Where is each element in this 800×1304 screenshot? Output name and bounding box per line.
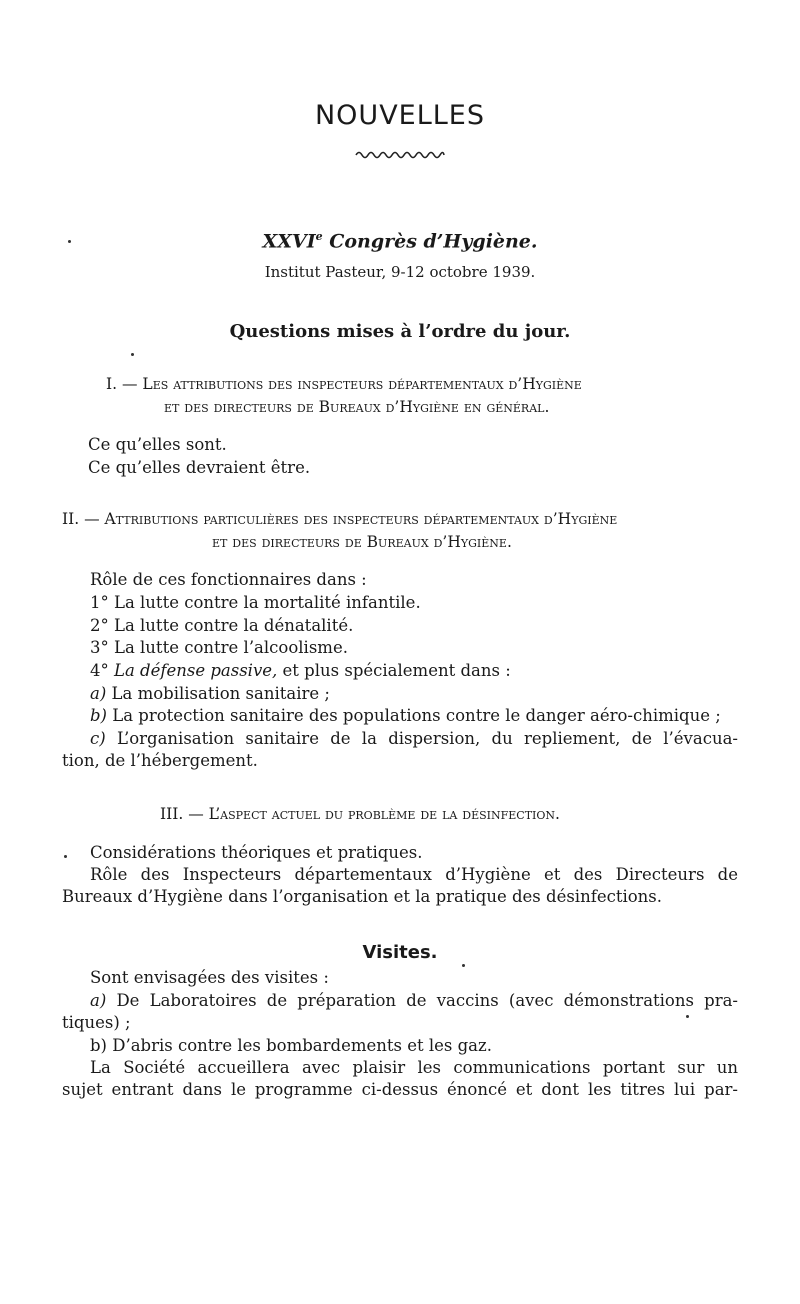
scan-speck — [64, 855, 67, 858]
section-1-item: Ce qu’elles sont. — [88, 435, 227, 454]
section-1-heading-cont: et des directeurs de Bureaux d’Hygiène en général. — [164, 398, 550, 416]
scan-speck — [131, 353, 134, 356]
section-1-item: Ce qu’elles devraient être. — [88, 458, 311, 477]
visits-item-b: b) D’abris contre les bombardements et les gaz. — [90, 1036, 492, 1055]
congress-title: XXVIe Congrès d’Hygiène. — [262, 230, 538, 253]
section-2-sub-b: b) La protection sanitaire des populations contre le danger aéro-chimique ; — [90, 706, 721, 725]
visits-closing: La Société accueillera avec plaisir les communications portant sur un — [90, 1058, 738, 1077]
congress-venue: Institut Pasteur, 9-12 octobre 1939. — [264, 263, 536, 281]
scan-speck — [462, 964, 465, 967]
visits-intro: Sont envisagées des visites : — [90, 968, 329, 987]
visits-item-a: a) De Laboratoires de préparation de vaccins (avec démonstrations pra- — [90, 991, 738, 1010]
section-2-sub-c-cont: tion, de l’hébergement. — [62, 751, 258, 770]
section-2-heading-cont: et des directeurs de Bureaux d’Hygiène. — [212, 533, 512, 551]
section-3-para-2: Rôle des Inspecteurs départementaux d’Hygiène et des Directeurs de — [90, 865, 738, 884]
section-2-sub-a: a) La mobilisation sanitaire ; — [90, 684, 330, 703]
section-3-heading: III. — L’aspect actuel du problème de la désinfection. — [160, 805, 560, 823]
section-2-sub-c: c) L’organisation sanitaire de la dispersion, du repliement, de l’évacua- — [90, 729, 738, 748]
scan-speck — [686, 1015, 689, 1018]
section-2-item-4: 4° La défense passive, et plus spécialement dans : — [90, 661, 511, 680]
section-2-item-3: 3° La lutte contre l’alcoolisme. — [90, 638, 348, 657]
visits-item-a-cont: tiques) ; — [62, 1013, 131, 1032]
visits-heading: Visites. — [362, 942, 438, 963]
section-2-intro: Rôle de ces fonctionnaires dans : — [90, 570, 367, 589]
section-1-heading: I. — Les attributions des inspecteurs départementaux d’Hygiène — [106, 375, 582, 393]
section-2-item-2: 2° La lutte contre la dénatalité. — [90, 616, 354, 635]
section-2-heading: II. — Attributions particulières des inspecteurs départementaux d’Hygiène — [62, 510, 618, 528]
section-3-para-1: Considérations théoriques et pratiques. — [90, 843, 423, 862]
wavy-rule-ornament — [354, 148, 446, 160]
section-2-item-1: 1° La lutte contre la mortalité infantile. — [90, 593, 421, 612]
questions-heading: Questions mises à l’ordre du jour. — [229, 321, 571, 342]
visits-closing-cont: sujet entrant dans le programme ci-dessus énoncé et dont les titres lui par- — [62, 1080, 738, 1099]
section-3-para-2-cont: Bureaux d’Hygiène dans l’organisation et la pratique des désinfections. — [62, 887, 663, 906]
scan-speck — [68, 240, 71, 243]
page-title: NOUVELLES — [314, 100, 486, 131]
